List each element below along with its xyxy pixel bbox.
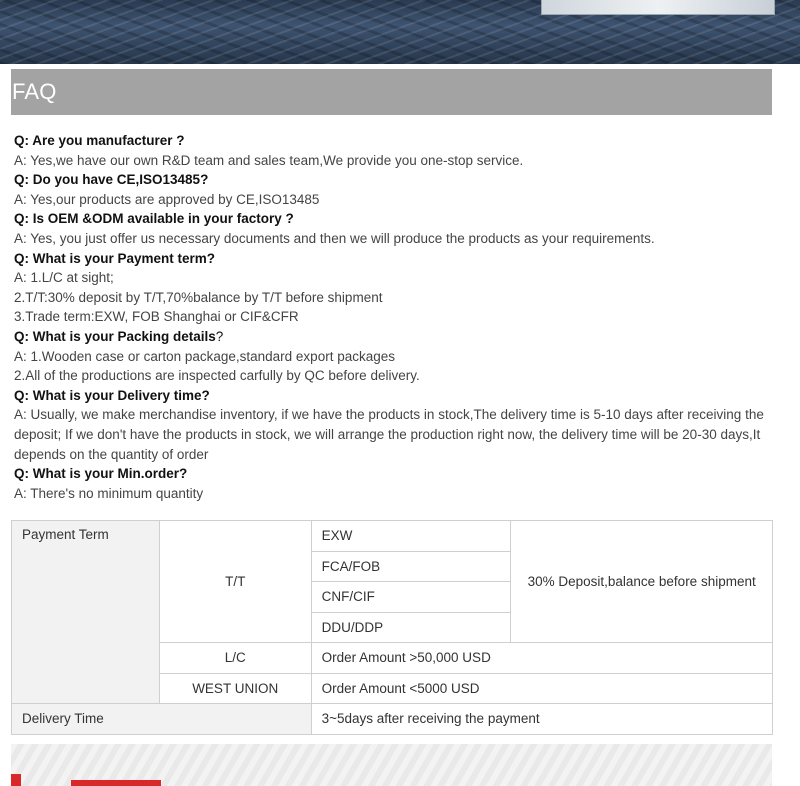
- tt-note: 30% Deposit,balance before shipment: [511, 521, 773, 643]
- delivery-time-value: 3~5days after receiving the payment: [311, 704, 772, 735]
- wu-label: WEST UNION: [159, 673, 311, 704]
- top-banner-image: [0, 0, 800, 64]
- faq-question-text: Q: What is your Delivery time?: [14, 387, 210, 403]
- faq-question: [14, 249, 772, 269]
- tt-term-cell: DDU/DDP: [311, 612, 511, 643]
- faq-question: [14, 327, 772, 347]
- banner-red-mark: [71, 780, 161, 786]
- faq-answer-line: A: There's no minimum quantity: [14, 485, 204, 501]
- faq-question-text: Q: Do you have CE,ISO13485?: [14, 172, 209, 188]
- faq-answer-line: A: Yes,we have our own R&D team and sales team,We provide you one-stop service.: [14, 152, 524, 168]
- faq-answer-line: A: 1.Wooden case or carton package,standard export packages: [14, 348, 395, 364]
- faq-answer-line: 2.T/T:30% deposit by T/T,70%balance by T/T before shipment: [14, 289, 383, 305]
- banner-inset-panel: [541, 0, 775, 15]
- tt-term-cell: CNF/CIF: [311, 582, 511, 613]
- faq-question-suffix: ?: [215, 328, 224, 344]
- payment-terms-table: [11, 520, 773, 735]
- faq-question-text: Q: Is OEM &ODM available in your factory ?: [14, 211, 294, 227]
- faq-question: [14, 209, 772, 229]
- tt-term-cell: EXW: [311, 521, 511, 552]
- payment-term-label: Payment Term: [12, 521, 160, 704]
- faq-answer-line: A: Yes,our products are approved by CE,ISO13485: [14, 191, 320, 207]
- lc-value: Order Amount >50,000 USD: [311, 643, 772, 674]
- faq-question-text: Q: What is your Packing details: [14, 328, 216, 344]
- table-row: [12, 704, 773, 735]
- faq-question-text: Q: What is your Payment term?: [14, 250, 216, 266]
- bottom-banner-image: [11, 744, 772, 786]
- lc-label: L/C: [159, 643, 311, 674]
- faq-question: [14, 386, 772, 406]
- faq-answer-line: A: 1.L/C at sight;: [14, 270, 114, 286]
- faq-question: [14, 131, 772, 151]
- delivery-time-label: Delivery Time: [12, 704, 312, 735]
- faq-question: [14, 464, 772, 484]
- banner-red-mark: [11, 774, 21, 786]
- faq-question: [14, 170, 772, 190]
- faq-question-text: Q: What is your Min.order?: [14, 466, 188, 482]
- wu-value: Order Amount <5000 USD: [311, 673, 772, 704]
- tt-term-cell: FCA/FOB: [311, 551, 511, 582]
- faq-title: FAQ: [12, 79, 57, 104]
- faq-list: [14, 131, 772, 503]
- faq-answer-line: 2.All of the productions are inspected carfully by QC before delivery.: [14, 368, 420, 384]
- tt-label: T/T: [159, 521, 311, 643]
- faq-answer-line: A: Usually, we make merchandise inventory, if we have the products in stock,The delivery time is 5-10 days after receiving the deposit; If we don't have the products in stock, we will arrange the production right now, the delivery time will be 20-30 days,It depends on the quantity of order: [14, 407, 764, 462]
- table-row: [12, 521, 773, 552]
- faq-answer-line: 3.Trade term:EXW, FOB Shanghai or CIF&CFR: [14, 309, 299, 325]
- faq-header-bar: [11, 69, 772, 115]
- faq-question-text: Q: Are you manufacturer ?: [14, 133, 185, 148]
- faq-answer-line: A: Yes, you just offer us necessary documents and then we will produce the products as your requirements.: [14, 230, 655, 246]
